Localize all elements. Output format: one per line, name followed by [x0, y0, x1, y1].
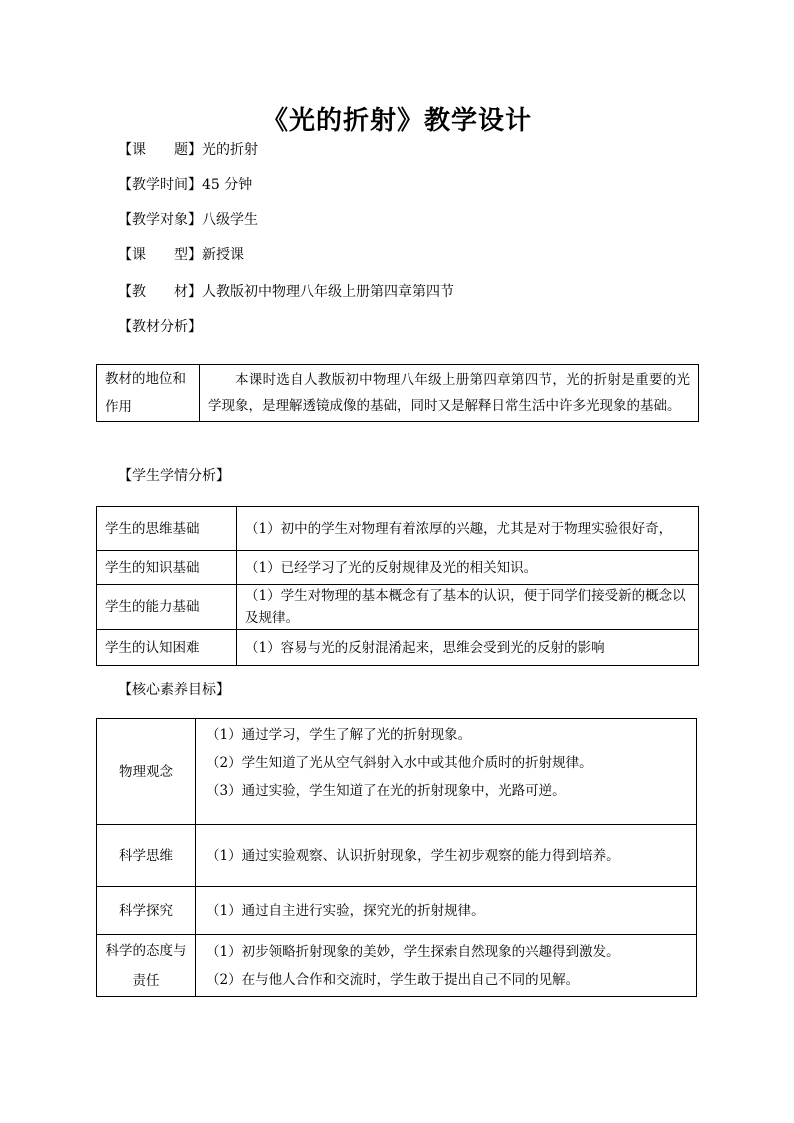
table-row: [97, 887, 697, 935]
student-table-header: 学生的认知困难: [97, 630, 237, 666]
goals-table-content: [196, 887, 697, 935]
table-row: [97, 365, 699, 422]
goal-item: （1）通过自主进行实验，探究光的折射规律。: [206, 902, 485, 919]
meta-value: 八级学生: [202, 212, 258, 228]
table-row: [97, 551, 699, 585]
student-table-header: 学生的能力基础: [97, 585, 237, 630]
meta-value: 新授课: [202, 247, 244, 263]
meta-label: 【教学时间】: [118, 177, 202, 193]
goals-table-content: [196, 935, 697, 997]
goal-item: （1）通过学习，学生了解了光的折射现象。: [206, 727, 472, 743]
table-row: [97, 825, 697, 887]
goals-table-header: 科学探究: [97, 887, 196, 935]
meta-value: 人教版初中物理八年级上册第四章第四节: [202, 284, 454, 300]
meta-topic: [118, 140, 258, 160]
section-student-analysis: 【学生学情分析】: [118, 468, 230, 484]
goals-table: [96, 718, 697, 997]
goal-item: （1）初步领略折射现象的美妙，学生探索自然现象的兴趣得到激发。: [206, 943, 620, 960]
meta-label: 【教学对象】: [118, 212, 202, 228]
meta-value: 45 分钟: [202, 177, 253, 193]
material-table-header: 教材的地位和作用: [97, 365, 200, 422]
student-table-content: （1）学生对物理的基本概念有了基本的认识，便于同学们接受新的概念以及规律。: [237, 585, 699, 630]
table-row: [97, 935, 697, 997]
section-material-analysis: 【教材分析】: [118, 319, 202, 335]
goal-item: （2）学生知道了光从空气斜射入水中或其他介质时的折射规律。: [206, 755, 593, 771]
table-row: [97, 507, 699, 551]
student-table-content: （1）初中的学生对物理有着浓厚的兴趣，尤其是对于物理实验很好奇，: [237, 507, 699, 551]
material-table-content: 本课时选自人教版初中物理八年级上册第四章第四节，光的折射是重要的光学现象，是理解透镜成像的基础，同时又是解释日常生活中许多光现象的基础。: [200, 365, 699, 422]
page-title: 《光的折射》教学设计: [261, 106, 532, 136]
meta-audience: [118, 210, 258, 230]
meta-time: [118, 175, 252, 195]
student-table: [96, 506, 699, 666]
goals-table-header: 科学的态度与责任: [97, 935, 196, 997]
goals-table-content: [196, 719, 697, 825]
goals-table-header: 科学思维: [97, 825, 196, 887]
table-row: [97, 630, 699, 666]
section-core-goals: 【核心素养目标】: [118, 682, 230, 698]
meta-value: 光的折射: [202, 142, 258, 158]
student-table-content: （1）已经学习了光的反射规律及光的相关知识。: [237, 551, 699, 585]
meta-textbook: [118, 282, 454, 302]
meta-label: 【教 材】: [118, 284, 202, 300]
table-row: [97, 719, 697, 825]
goal-item: （1）通过实验观察、认识折射现象，学生初步观察的能力得到培养。: [206, 847, 620, 864]
goals-table-header: 物理观念: [97, 719, 196, 825]
table-row: [97, 585, 699, 630]
meta-label: 【课 题】: [118, 142, 202, 158]
student-table-content: （1）容易与光的反射混淆起来，思维会受到光的反射的影响: [237, 630, 699, 666]
meta-type: [118, 245, 244, 265]
material-table: [96, 364, 699, 422]
goal-item: （3）通过实验，学生知道了在光的折射现象中，光路可逆。: [206, 783, 566, 799]
student-table-header: 学生的知识基础: [97, 551, 237, 585]
goal-item: （2）在与他人合作和交流时，学生敢于提出自己不同的见解。: [206, 971, 580, 988]
goals-table-content: [196, 825, 697, 887]
meta-label: 【课 型】: [118, 247, 202, 263]
student-table-header: 学生的思维基础: [97, 507, 237, 551]
